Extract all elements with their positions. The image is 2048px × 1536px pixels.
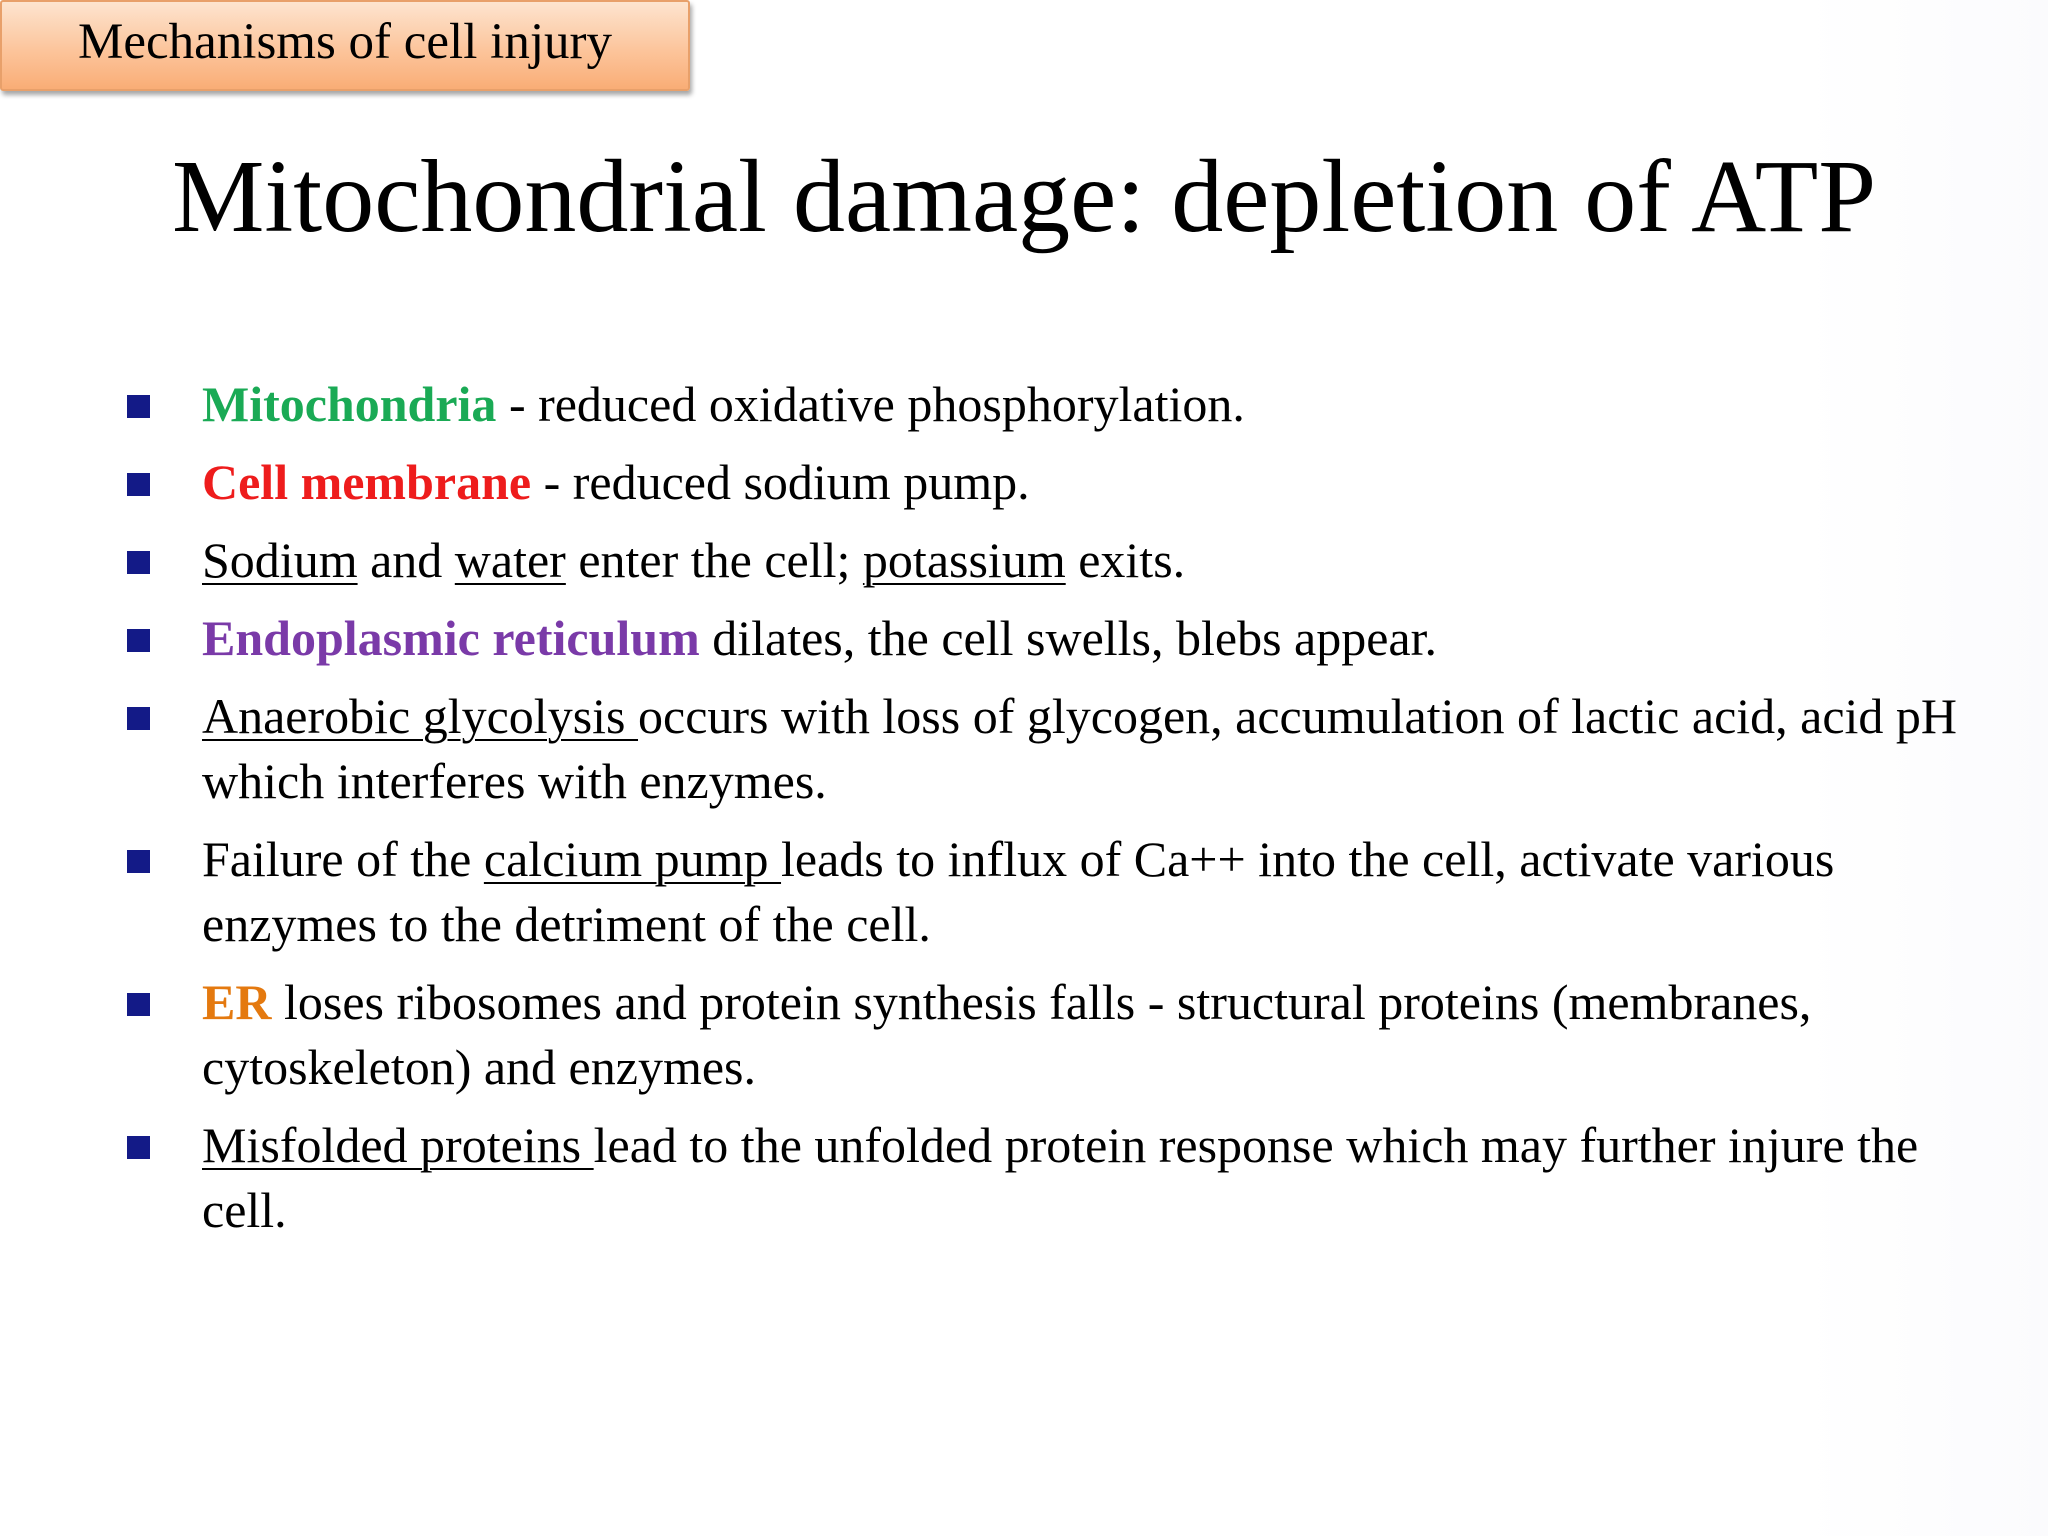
bullet-text: - reduced oxidative phosphorylation.: [496, 376, 1245, 432]
square-bullet-icon: [127, 551, 150, 574]
bullet-text: and: [357, 532, 455, 588]
term-sodium: Sodium: [202, 532, 358, 588]
bullet-text: leads to influx of Ca++ into the cell, activate various enzymes to the detriment of the cell.: [202, 831, 1835, 952]
bullet-text: loses ribosomes and protein synthesis falls - structural proteins (membranes, cytoskeleton) and enzymes.: [202, 974, 1812, 1095]
square-bullet-icon: [127, 1136, 150, 1159]
term-endoplasmic-reticulum: Endoplasmic reticulum: [202, 610, 700, 666]
square-bullet-icon: [127, 473, 150, 496]
square-bullet-icon: [127, 850, 150, 873]
term-mitochondria: Mitochondria: [202, 376, 497, 432]
square-bullet-icon: [127, 707, 150, 730]
bullet-item-cell-membrane: [122, 450, 1982, 515]
topic-tab-label: Mechanisms of cell injury: [78, 14, 612, 70]
bullet-text: exits.: [1065, 532, 1186, 588]
bullet-text: Failure of the: [202, 831, 484, 887]
bullet-item-endoplasmic-reticulum: [122, 606, 1982, 671]
square-bullet-icon: [127, 629, 150, 652]
bullet-text: - reduced sodium pump.: [531, 454, 1030, 510]
topic-tab: [0, 0, 690, 91]
term-misfolded-proteins: Misfolded proteins: [202, 1117, 594, 1173]
bullet-item-sodium-water: [122, 528, 1982, 593]
square-bullet-icon: [127, 993, 150, 1016]
bullet-text: occurs with loss of glycogen, accumulation of lactic acid, acid pH which interferes with enzymes.: [202, 688, 1958, 809]
bullet-list: [122, 372, 1982, 1256]
term-er: ER: [202, 974, 272, 1030]
bullet-text: lead to the unfolded protein response which may further injure the cell.: [202, 1117, 1919, 1238]
bullet-item-misfolded-proteins: [122, 1113, 1982, 1243]
term-water: water: [454, 532, 566, 588]
bullet-text: enter the cell;: [565, 532, 863, 588]
slide-title: Mitochondrial damage: depletion of ATP: [171, 139, 1877, 254]
bullet-item-calcium-pump: [122, 827, 1982, 957]
bullet-item-mitochondria: [122, 372, 1982, 437]
bullet-item-anaerobic-glycolysis: [122, 684, 1982, 814]
term-calcium-pump: calcium pump: [483, 831, 782, 887]
term-potassium: potassium: [862, 532, 1066, 588]
bullet-text: dilates, the cell swells, blebs appear.: [699, 610, 1438, 666]
square-bullet-icon: [127, 395, 150, 418]
term-cell-membrane: Cell membrane: [202, 454, 532, 510]
bullet-item-er: [122, 970, 1982, 1100]
term-anaerobic-glycolysis: Anaerobic glycolysis: [202, 688, 639, 744]
